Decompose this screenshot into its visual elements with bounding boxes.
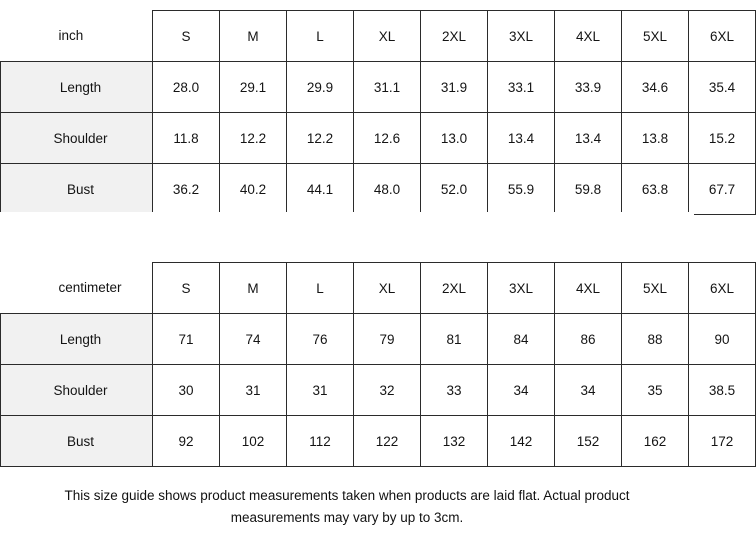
cell-length-5xl: 88 xyxy=(622,314,689,365)
cell-length-2xl: 31.9 xyxy=(421,62,488,113)
cell-length-l: 76 xyxy=(287,314,354,365)
cell-shoulder-3xl: 13.4 xyxy=(488,113,555,164)
cell-bust-l: 112 xyxy=(287,416,354,467)
cell-shoulder-l: 12.2 xyxy=(287,113,354,164)
size-guide-footnote xyxy=(0,485,694,529)
cell-length-3xl: 33.1 xyxy=(488,62,555,113)
size-header-s: S xyxy=(153,11,220,62)
size-header-4xl: 4XL xyxy=(555,11,622,62)
cell-shoulder-2xl: 13.0 xyxy=(421,113,488,164)
cell-length-m: 74 xyxy=(220,314,287,365)
cell-shoulder-xl: 32 xyxy=(354,365,421,416)
table-row xyxy=(1,365,756,416)
size-header-5xl: 5XL xyxy=(622,263,689,314)
cell-bust-m: 40.2 xyxy=(220,164,287,215)
cell-bust-xl: 122 xyxy=(354,416,421,467)
cell-bust-4xl: 152 xyxy=(555,416,622,467)
table-header-row xyxy=(1,11,756,62)
unit-label: centimeter xyxy=(1,263,153,314)
size-header-s: S xyxy=(153,263,220,314)
size-header-4xl: 4XL xyxy=(555,263,622,314)
size-header-xl: XL xyxy=(354,263,421,314)
cell-bust-m: 102 xyxy=(220,416,287,467)
cell-length-6xl: 35.4 xyxy=(689,62,756,113)
measure-label-length: Length xyxy=(1,62,153,113)
size-table xyxy=(0,262,756,467)
table-separator xyxy=(0,212,694,262)
cell-shoulder-5xl: 35 xyxy=(622,365,689,416)
cell-length-xl: 79 xyxy=(354,314,421,365)
cell-length-6xl: 90 xyxy=(689,314,756,365)
cell-bust-s: 92 xyxy=(153,416,220,467)
size-table xyxy=(0,10,756,215)
cell-length-s: 28.0 xyxy=(153,62,220,113)
cell-shoulder-m: 31 xyxy=(220,365,287,416)
size-header-3xl: 3XL xyxy=(488,11,555,62)
cell-shoulder-s: 30 xyxy=(153,365,220,416)
cell-bust-l: 44.1 xyxy=(287,164,354,215)
cell-length-l: 29.9 xyxy=(287,62,354,113)
cell-length-5xl: 34.6 xyxy=(622,62,689,113)
cell-length-s: 71 xyxy=(153,314,220,365)
size-header-2xl: 2XL xyxy=(421,263,488,314)
table-row xyxy=(1,62,756,113)
footnote-line-1: This size guide shows product measurements taken when products are laid flat. Actual product xyxy=(64,488,630,503)
cell-shoulder-4xl: 34 xyxy=(555,365,622,416)
unit-label: inch xyxy=(1,11,153,62)
cell-shoulder-xl: 12.6 xyxy=(354,113,421,164)
measure-label-bust: Bust xyxy=(1,164,153,215)
table-row xyxy=(1,314,756,365)
measure-label-shoulder: Shoulder xyxy=(1,365,153,416)
size-header-l: L xyxy=(287,263,354,314)
cell-length-2xl: 81 xyxy=(421,314,488,365)
cell-shoulder-4xl: 13.4 xyxy=(555,113,622,164)
cell-bust-6xl: 67.7 xyxy=(689,164,756,215)
cell-shoulder-3xl: 34 xyxy=(488,365,555,416)
cell-bust-6xl: 172 xyxy=(689,416,756,467)
size-table-centimeter xyxy=(0,262,756,467)
size-header-6xl: 6XL xyxy=(689,11,756,62)
table-header-row xyxy=(1,263,756,314)
table-row xyxy=(1,113,756,164)
cell-bust-s: 36.2 xyxy=(153,164,220,215)
cell-shoulder-6xl: 15.2 xyxy=(689,113,756,164)
cell-bust-3xl: 55.9 xyxy=(488,164,555,215)
table-row xyxy=(1,416,756,467)
cell-bust-xl: 48.0 xyxy=(354,164,421,215)
size-header-3xl: 3XL xyxy=(488,263,555,314)
footnote-line-2: measurements may vary by up to 3cm. xyxy=(230,510,464,525)
cell-bust-4xl: 59.8 xyxy=(555,164,622,215)
size-header-xl: XL xyxy=(354,11,421,62)
cell-length-3xl: 84 xyxy=(488,314,555,365)
cell-bust-3xl: 142 xyxy=(488,416,555,467)
size-header-l: L xyxy=(287,11,354,62)
cell-shoulder-s: 11.8 xyxy=(153,113,220,164)
size-header-m: M xyxy=(220,263,287,314)
size-header-2xl: 2XL xyxy=(421,11,488,62)
cell-bust-5xl: 162 xyxy=(622,416,689,467)
cell-shoulder-l: 31 xyxy=(287,365,354,416)
measure-label-shoulder: Shoulder xyxy=(1,113,153,164)
cell-shoulder-6xl: 38.5 xyxy=(689,365,756,416)
cell-shoulder-5xl: 13.8 xyxy=(622,113,689,164)
cell-length-4xl: 33.9 xyxy=(555,62,622,113)
size-header-m: M xyxy=(220,11,287,62)
cell-length-xl: 31.1 xyxy=(354,62,421,113)
cell-shoulder-2xl: 33 xyxy=(421,365,488,416)
size-header-6xl: 6XL xyxy=(689,263,756,314)
cell-shoulder-m: 12.2 xyxy=(220,113,287,164)
table-row xyxy=(1,164,756,215)
measure-label-length: Length xyxy=(1,314,153,365)
measure-label-bust: Bust xyxy=(1,416,153,467)
cell-length-4xl: 86 xyxy=(555,314,622,365)
cell-bust-2xl: 52.0 xyxy=(421,164,488,215)
size-header-5xl: 5XL xyxy=(622,11,689,62)
size-table-inch xyxy=(0,10,756,215)
cell-bust-5xl: 63.8 xyxy=(622,164,689,215)
cell-bust-2xl: 132 xyxy=(421,416,488,467)
cell-length-m: 29.1 xyxy=(220,62,287,113)
